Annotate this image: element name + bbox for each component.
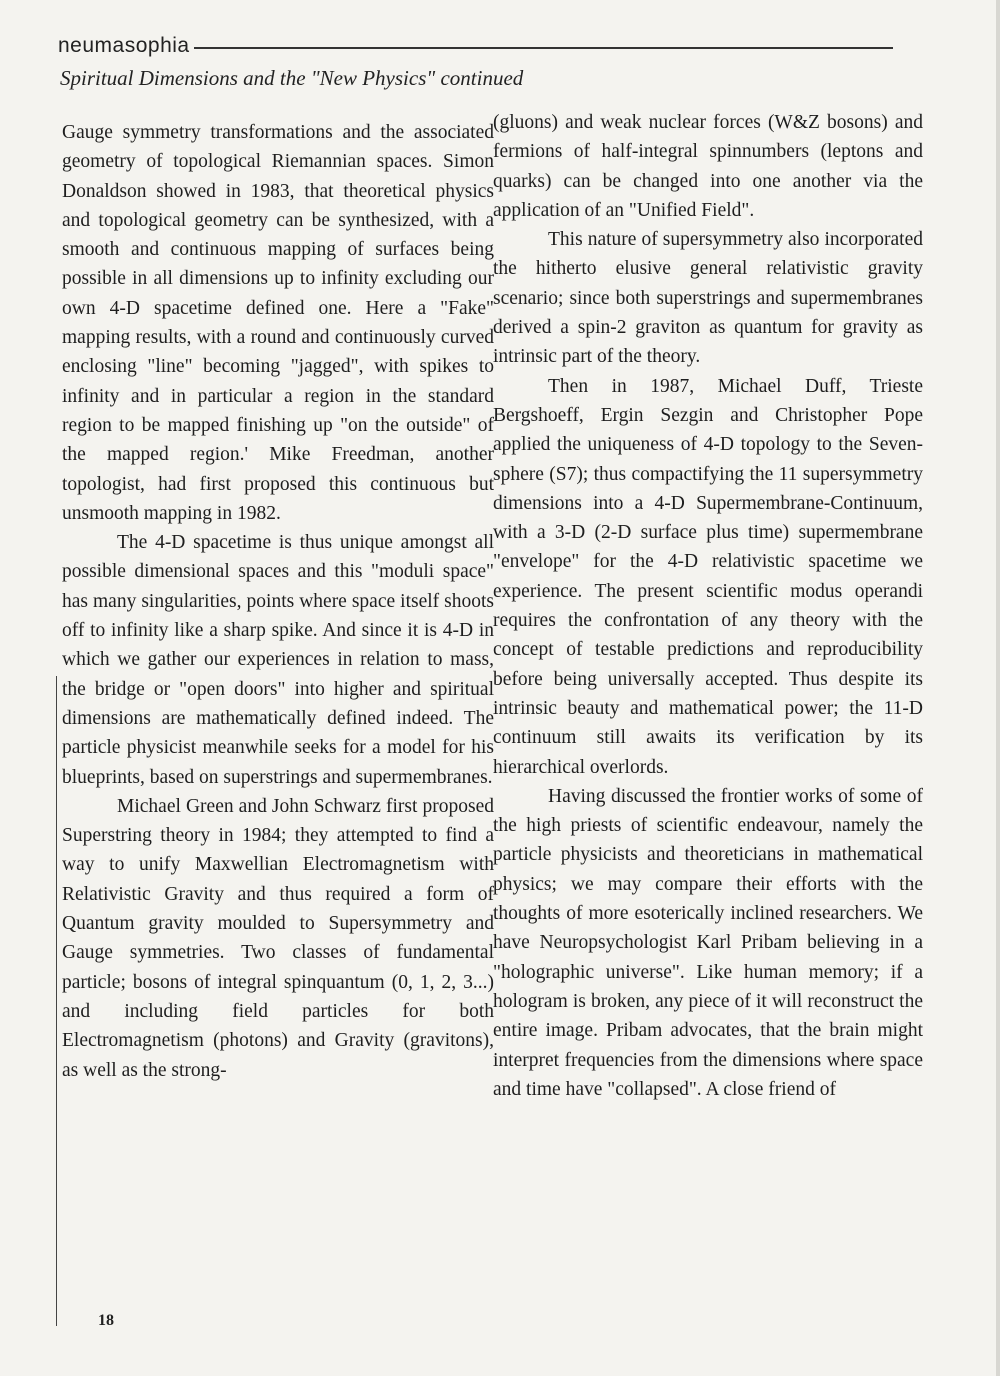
publication-name: neumasophia [58,34,190,57]
paragraph: The 4-D spacetime is thus unique amongst all possible dimensional spaces and this "moduli space" has many singularities, points where space itself shoots off to infinity like a sharp spike. And since it is 4-D in which we gather our experiences in relation to mass, the bridge or "open doors" into higher and spiritual dimensions are mathematically defined indeed. The particle physicist meanwhile seeks for a model for his blueprints, based on superstrings and supermembranes. [62,532,494,788]
header-rule [194,47,893,49]
paragraph: This nature of supersymmetry also incorporated the hitherto elusive general relativistic gravity scenario; since both superstrings and supermembranes derived a spin-2 graviton as quantum for gravity as intrinsic part of the theory. [493,229,923,368]
paragraph: Gauge symmetry transformations and the associated geometry of topological Riemannian spaces. Simon Donaldson showed in 1983, that theoretical physics and topological geometry can be synthesized, with a smooth and continuous mapping of surfaces being possible in all dimensions up to infinity excluding our own 4-D spacetime defined one. Here a "Fake" mapping results, with a round and continuously curved enclosing "line" becoming "jagged", with spikes to infinity and in particular a region in the standard region to be mapped finishing up "on the outside" of the mapped region.' Mike Freedman, another topologist, had first proposed this continuous but unsmooth mapping in 1982. [62,122,494,524]
article-title: Spiritual Dimensions and the "New Physics" continued [60,66,524,90]
left-column [62,118,494,1085]
running-header [58,34,893,58]
paragraph: (gluons) and weak nuclear forces (W&Z bosons) and fermions of half-integral spinnumbers (leptons and quarks) can be changed into one another via the application of an "Unified Field". [493,112,923,221]
margin-bar [56,676,57,1326]
paragraph: Michael Green and John Schwarz first proposed Superstring theory in 1984; they attempted to find a way to unify Maxwellian Electromagnetism with Relativistic Gravity and thus required a form of Quantum gravity moulded to Supersymmetry and Gauge symmetries. Two classes of fundamental particle; bosons of integral spinquantum (0, 1, 2, 3...) and including field particles for both Electromagnetism (photons) and Gravity (gravitons), as well as the strong- [62,795,494,1081]
page-edge [996,0,1000,1376]
right-column [493,108,923,1104]
paragraph: Then in 1987, Michael Duff, Trieste Bergshoeff, Ergin Sezgin and Christopher Pope applied the uniqueness of 4-D topology to the Seven-sphere (S7); thus compactifying the 11 supersymmetry dimensions into a 4-D Supermembrane-Continuum, with a 3-D (2-D surface plus time) supermembrane "envelope" for the 4-D relativistic spacetime we experience. The present scientific modus operandi requires the confrontation of any theory with the concept of testable predictions and reproducibility before being universally accepted. Thus despite its intrinsic beauty and mathematical power; the 11-D continuum still awaits its verification by its hierarchical overlords. [493,375,923,778]
page-number: 18 [98,1312,114,1329]
paragraph: Having discussed the frontier works of some of the high priests of scientific endeavour, namely the particle physicists and theoreticians in mathematical physics; we may compare their efforts with the thoughts of more esoterically inclined researchers. We have Neuropsychologist Karl Pribam believing in a "holographic universe". Like human memory; if a hologram is broken, any piece of it will reconstruct the entire image. Pribam advocates, that the brain might interpret frequencies from the dimensions where space and time have "collapsed". A close friend of [493,785,923,1100]
